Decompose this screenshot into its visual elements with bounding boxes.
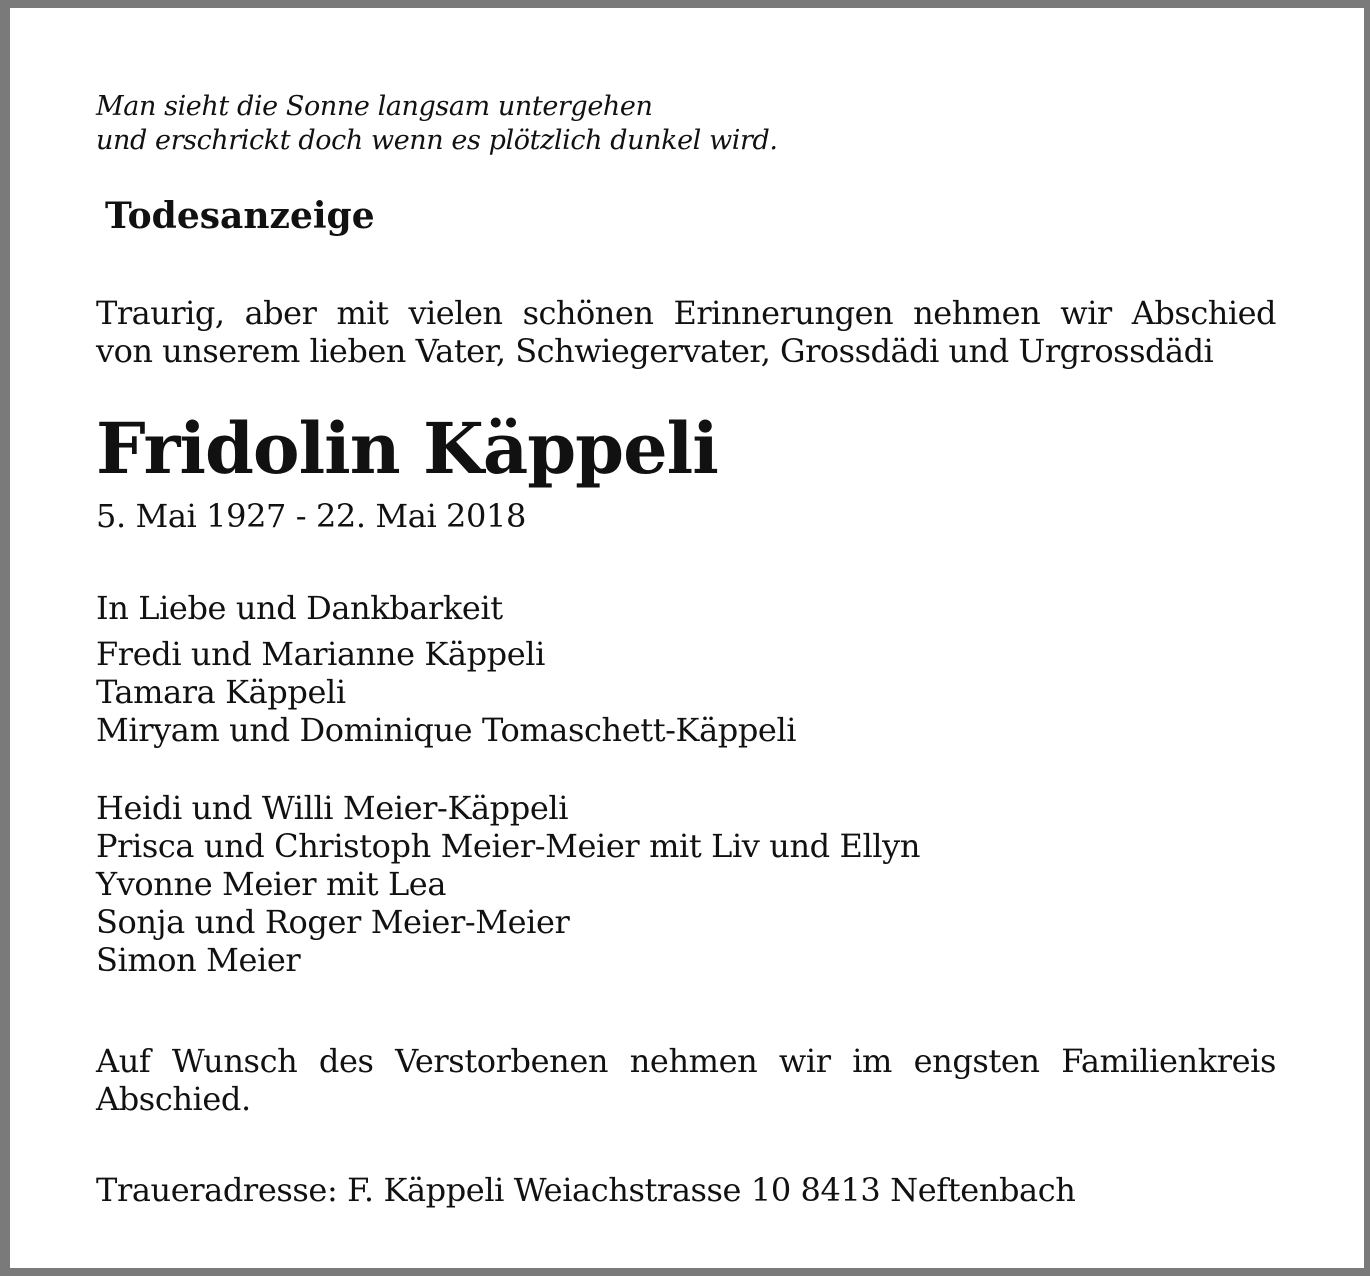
intro-text — [96, 294, 1276, 370]
motto-line-1: Man sieht die Sonne langsam untergehen — [96, 91, 653, 122]
intro-line-1: Traurig, aber mit vielen schönen Erinnerungen nehmen wir Abschied — [96, 294, 1276, 332]
thanks-line: In Liebe und Dankbarkeit — [96, 589, 503, 627]
notice-heading: Todesanzeige — [105, 195, 375, 237]
intro-line-2: von unserem lieben Vater, Schwiegervater, Grossdädi und Urgrossdädi — [96, 332, 1214, 370]
motto-quote — [96, 90, 778, 158]
mourning-address: Traueradresse: F. Käppeli Weiachstrasse 10 8413 Neftenbach — [96, 1171, 1076, 1209]
farewell-line-1: Auf Wunsch des Verstorbenen nehmen wir im engsten Familienkreis — [96, 1042, 1276, 1080]
family-member: Tamara Käppeli — [96, 673, 346, 711]
family-member: Miryam und Dominique Tomaschett-Käppeli — [96, 711, 797, 749]
deceased-name: Fridolin Käppeli — [96, 407, 718, 490]
family-member: Prisca und Christoph Meier-Meier mit Liv und Ellyn — [96, 827, 921, 865]
motto-line-2: und erschrickt doch wenn es plötzlich dunkel wird. — [96, 125, 778, 156]
life-dates: 5. Mai 1927 - 22. Mai 2018 — [96, 497, 526, 535]
farewell-text — [96, 1042, 1276, 1118]
farewell-line-2: Abschied. — [96, 1080, 251, 1118]
family-member: Sonja und Roger Meier-Meier — [96, 903, 570, 941]
family-member: Heidi und Willi Meier-Käppeli — [96, 789, 569, 827]
family-group-1 — [96, 635, 796, 749]
family-member: Fredi und Marianne Käppeli — [96, 635, 545, 673]
family-group-2 — [96, 789, 920, 979]
family-member: Yvonne Meier mit Lea — [96, 865, 447, 903]
family-member: Simon Meier — [96, 941, 301, 979]
